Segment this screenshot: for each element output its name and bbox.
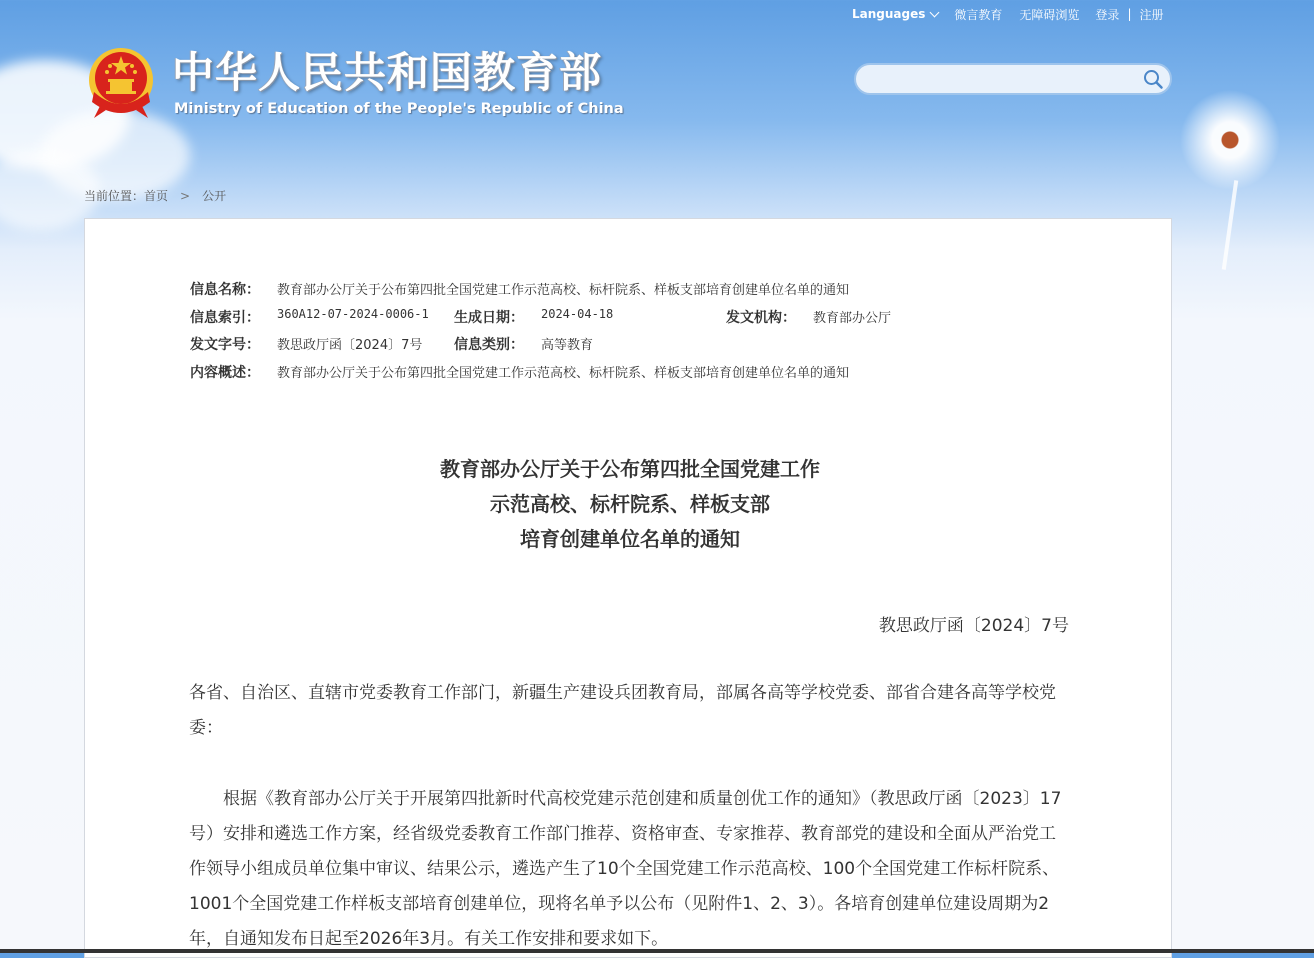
- article-paragraph: 根据《教育部办公厅关于开展第四批新时代高校党建示范创建和质量创优工作的通知》（教思政厅函〔2023〕17号）安排和遴选工作方案，经省级党委教育工作部门推荐、资格审查、专家推荐、教育部党的建设和全面从严治党工作领导小组成员单位集中审议、结果公示，遴选产生了10个全国党建工作示范高校、100个全国党建工作标杆院系、1001个全国党建工作样板支部培育创建单位，现将名单予以公布（见附件1、2、3）。各培育创建单位建设周期为2年，自通知发布日起至2026年3月。有关工作安排和要求如下。: [189, 789, 1062, 949]
- separator: |: [1127, 7, 1132, 21]
- national-emblem-icon: [86, 44, 156, 120]
- meta-summary-label: 内容概述：: [190, 364, 260, 381]
- search-box: [854, 63, 1172, 95]
- article-title-line: 教育部办公厅关于公布第四批全国党建工作: [440, 457, 820, 481]
- accessibility-link[interactable]: 无障碍浏览: [1019, 7, 1080, 22]
- breadcrumb-current-link[interactable]: 公开: [202, 189, 227, 203]
- meta-category-label: 信息类别：: [454, 337, 524, 353]
- meta-docno-label: 发文字号：: [190, 337, 260, 353]
- top-links-bar: [852, 6, 1164, 22]
- languages-link[interactable]: Languages: [852, 7, 926, 21]
- weiyan-education-link[interactable]: 微言教育: [954, 7, 1003, 22]
- site-title[interactable]: 中华人民共和国教育部: [172, 48, 603, 97]
- bottom-edge: [0, 949, 1314, 953]
- meta-category-value: 高等教育: [541, 338, 594, 353]
- search-input[interactable]: [866, 68, 1140, 92]
- meta-org-label: 发文机构：: [726, 309, 796, 326]
- breadcrumb-prefix: 当前位置：: [84, 189, 145, 203]
- article-title: [190, 452, 1070, 557]
- chevron-right-icon: >: [180, 189, 191, 203]
- search-icon[interactable]: [1142, 68, 1164, 90]
- meta-name-value: 教育部办公厅关于公布第四批全国党建工作示范高校、标杆院系、样板支部培育创建单位名单的通知: [277, 283, 850, 298]
- article-recipients: 各省、自治区、直辖市党委教育工作部门，新疆生产建设兵团教育局，部属各高等学校党委、部省合建各高等学校党委：: [189, 683, 1056, 738]
- meta-date-value: 2024-04-18: [541, 306, 614, 321]
- register-link[interactable]: 注册: [1139, 7, 1164, 22]
- site-subtitle: Ministry of Education of the People's Republic of China: [174, 101, 624, 117]
- meta-index-label: 信息索引：: [190, 309, 260, 326]
- breadcrumb-home-link[interactable]: 首页: [144, 189, 169, 203]
- chevron-down-icon: [930, 7, 940, 17]
- dandelion-decoration: [1150, 70, 1310, 260]
- meta-date-label: 生成日期：: [454, 309, 524, 326]
- article-title-line: 培育创建单位名单的通知: [520, 527, 740, 551]
- breadcrumb: [84, 187, 226, 204]
- meta-docno-value: 教思政厅函〔2024〕7号: [277, 338, 423, 353]
- meta-org-value: 教育部办公厅: [813, 310, 892, 326]
- article-doc-number: 教思政厅函〔2024〕7号: [878, 616, 1069, 636]
- meta-summary-value: 教育部办公厅关于公布第四批全国党建工作示范高校、标杆院系、样板支部培育创建单位名单的通知: [277, 365, 850, 381]
- meta-name-label: 信息名称：: [190, 282, 260, 298]
- article-title-line: 示范高校、标杆院系、样板支部: [490, 492, 770, 516]
- meta-index-value: 360A12-07-2024-0006-1: [277, 306, 429, 321]
- login-link[interactable]: 登录: [1095, 7, 1120, 22]
